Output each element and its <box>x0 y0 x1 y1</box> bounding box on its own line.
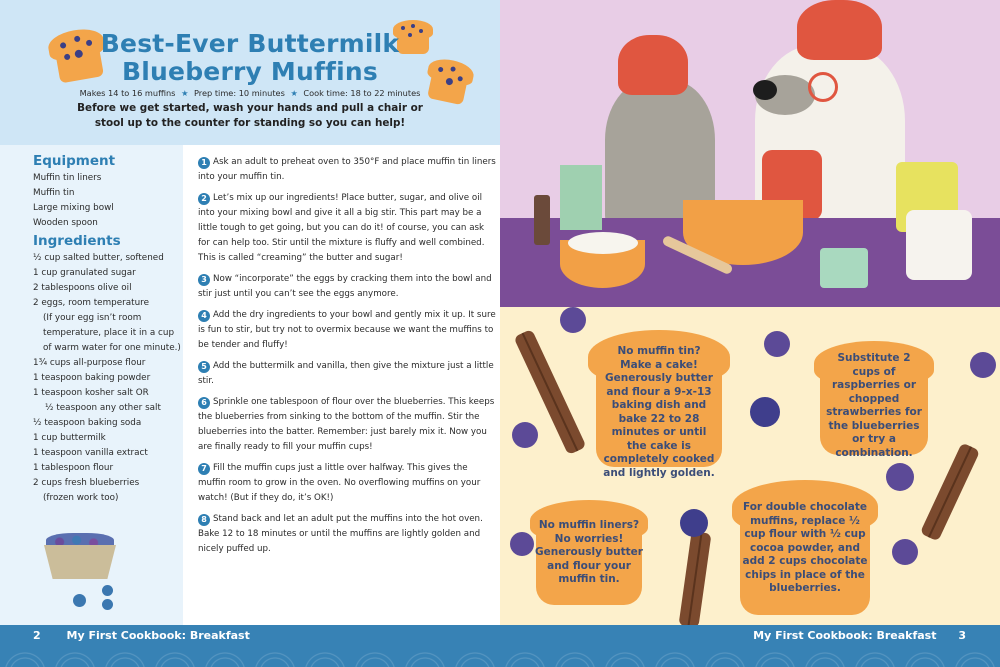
ingredient-note: temperature, place it in a cup <box>43 328 175 338</box>
tip-substitute-berries <box>822 352 926 460</box>
tip-text: For double chocolate muffins, replace ½ cup flour with ½ cup cocoa powder, and add 2 cups chocolate chips in place of the blueberries. <box>742 501 868 594</box>
star-icon: ★ <box>181 88 189 98</box>
muffin-icon <box>422 56 476 107</box>
book-title-right: My First Cookbook: Breakfast <box>753 629 937 642</box>
ingredient-item: ½ teaspoon baking soda <box>33 418 142 428</box>
step-text: Fill the muffin cups just a little over halfway. This gives the muffin room to grow in the oven. No overflowing muffins on your watch! (But if they do, it’s OK!) <box>198 463 481 503</box>
step-5 <box>198 359 498 389</box>
recipe-meta <box>60 88 440 98</box>
eggs-icon <box>568 232 638 254</box>
step-number-badge: 8 <box>198 514 210 526</box>
blueberry-icon <box>510 532 534 556</box>
llama-chefs-illustration <box>500 0 1000 307</box>
right-page <box>500 0 1000 625</box>
book-title-left: My First Cookbook: Breakfast <box>66 629 250 642</box>
step-3 <box>198 272 498 302</box>
equipment-list <box>33 171 115 231</box>
step-text: Add the buttermilk and vanilla, then give the mixture just a little stir. <box>198 361 494 386</box>
footer-left <box>33 629 250 642</box>
left-page <box>0 0 500 625</box>
bread-bag-icon <box>906 210 972 280</box>
equipment-item: Large mixing bowl <box>33 203 114 213</box>
step-1 <box>198 155 498 185</box>
glasses-icon <box>808 72 838 102</box>
vanilla-bottle-icon <box>534 195 550 245</box>
step-text: Stand back and let an adult put the muffins into the hot oven. Bake 12 to 18 minutes or until the muffins are lightly golden and nicely puffed up. <box>198 514 483 554</box>
equipment-heading: Equipment <box>33 153 116 169</box>
ingredient-note: ½ teaspoon any other salt <box>45 403 161 413</box>
page-footer <box>0 625 1000 667</box>
ingredient-item: ½ cup salted butter, softened <box>33 253 164 263</box>
blueberry-icon <box>750 397 780 427</box>
wave-pattern <box>0 643 1000 667</box>
tip-text: Substitute 2 cups of raspberries or chopped strawberries for the blueberries or try a combination. <box>826 352 922 459</box>
recipe-header <box>0 0 500 145</box>
berry-basket-icon <box>820 248 868 288</box>
blueberry-icon <box>560 307 586 333</box>
page-number-right: 3 <box>958 629 966 642</box>
recipe-title <box>100 30 400 86</box>
ingredients-list <box>33 251 181 506</box>
ingredient-item: 1¾ cups all-purpose flour <box>33 358 146 368</box>
ingredients-section <box>33 233 181 506</box>
blueberry-icon <box>512 422 538 448</box>
step-2 <box>198 191 498 266</box>
equipment-item: Muffin tin liners <box>33 173 102 183</box>
prep-time-text: Prep time: 10 minutes <box>194 88 285 98</box>
ingredient-item: 2 eggs, room temperature <box>33 298 149 308</box>
tip-no-liners <box>532 519 646 587</box>
tip-no-muffin-tin <box>600 345 718 480</box>
ingredients-heading: Ingredients <box>33 233 121 249</box>
step-4 <box>198 308 498 353</box>
step-number-badge: 3 <box>198 274 210 286</box>
blueberry-icon <box>764 331 790 357</box>
step-6 <box>198 395 498 455</box>
blueberry-icon <box>970 352 996 378</box>
ingredient-item: 1 teaspoon vanilla extract <box>33 448 148 458</box>
recipe-title-line2: Blueberry Muffins <box>122 57 378 86</box>
step-number-badge: 2 <box>198 193 210 205</box>
tip-text: No muffin liners? No worries! Generously butter and flour your muffin tin. <box>535 519 643 585</box>
step-7 <box>198 461 498 506</box>
yield-text: Makes 14 to 16 muffins <box>79 88 176 98</box>
equipment-item: Wooden spoon <box>33 218 98 228</box>
equipment-section <box>33 153 115 231</box>
ingredient-item: 2 cups fresh blueberries <box>33 478 140 488</box>
ingredient-note: (frozen work too) <box>43 493 119 503</box>
ingredient-item: 1 teaspoon baking powder <box>33 373 151 383</box>
step-number-badge: 6 <box>198 397 210 409</box>
ingredient-note: (If your egg isn’t room <box>43 313 142 323</box>
step-text: Now “incorporate” the eggs by cracking them into the bowl and stir just until you can’t see the eggs anymore. <box>198 274 492 299</box>
star-icon: ★ <box>290 88 298 98</box>
step-text: Let’s mix up our ingredients! Place butter, sugar, and olive oil into your mixing bowl and give it all a big stir. This part may be a little tough to get going, but you can do it! of course, you can ask for can help too. Stir until the mixture is fluffy and well combined. This is called “creaming” the butter and sugar! <box>198 193 485 263</box>
ingredient-item: 1 cup granulated sugar <box>33 268 136 278</box>
cinnamon-stick-icon <box>920 442 980 541</box>
step-8 <box>198 512 498 557</box>
chef-hat-icon <box>797 0 882 60</box>
ingredient-item: 2 tablespoons olive oil <box>33 283 132 293</box>
blueberry-icon <box>892 539 918 565</box>
step-number-badge: 7 <box>198 463 210 475</box>
nose-icon <box>753 80 777 100</box>
ingredient-item: 1 tablespoon flour <box>33 463 114 473</box>
ingredient-note: of warm water for one minute.) <box>43 343 181 353</box>
page-number-left: 2 <box>33 629 41 642</box>
milk-carton-icon <box>560 165 602 230</box>
step-text: Add the dry ingredients to your bowl and gently mix it up. It sure is fun to stir, but try not to overmix because we want the muffins to be tender and fluffy! <box>198 310 496 350</box>
ingredient-item: 1 teaspoon kosher salt OR <box>33 388 149 398</box>
step-number-badge: 1 <box>198 157 210 169</box>
intro-text: Before we get started, wash your hands and pull a chair or stool up to the counter for standing so you can help! <box>77 102 423 129</box>
step-text: Ask an adult to preheat oven to 350°F and place muffin tin liners into your muffin tin. <box>198 157 496 182</box>
blueberry-icon <box>680 509 708 537</box>
cook-time-text: Cook time: 18 to 22 minutes <box>303 88 421 98</box>
chef-hat-icon <box>618 35 688 95</box>
blueberry-basket-icon <box>44 533 116 613</box>
recipe-title-line1: Best-Ever Buttermilk <box>100 29 400 58</box>
footer-right <box>753 629 966 642</box>
tip-text: No muffin tin? Make a cake! Generously butter and flour a 9-x-13 baking dish and bake 22 to 28 minutes or until the cake is completely cooked and lightly golden. <box>603 345 715 479</box>
tip-double-chocolate <box>742 501 868 596</box>
step-number-badge: 5 <box>198 361 210 373</box>
tips-area <box>500 307 1000 625</box>
equipment-item: Muffin tin <box>33 188 75 198</box>
step-number-badge: 4 <box>198 310 210 322</box>
instructions <box>198 155 498 563</box>
step-text: Sprinkle one tablespoon of flour over the blueberries. This keeps the blueberries from sinking to the bottom of the muffin. Stir the blueberries into the batter. Remember: just barely mix it. Now you are finally ready to fill your muffin cups! <box>198 397 495 452</box>
cinnamon-stick-icon <box>678 531 711 625</box>
ingredient-item: 1 cup buttermilk <box>33 433 106 443</box>
blueberry-icon <box>886 463 914 491</box>
